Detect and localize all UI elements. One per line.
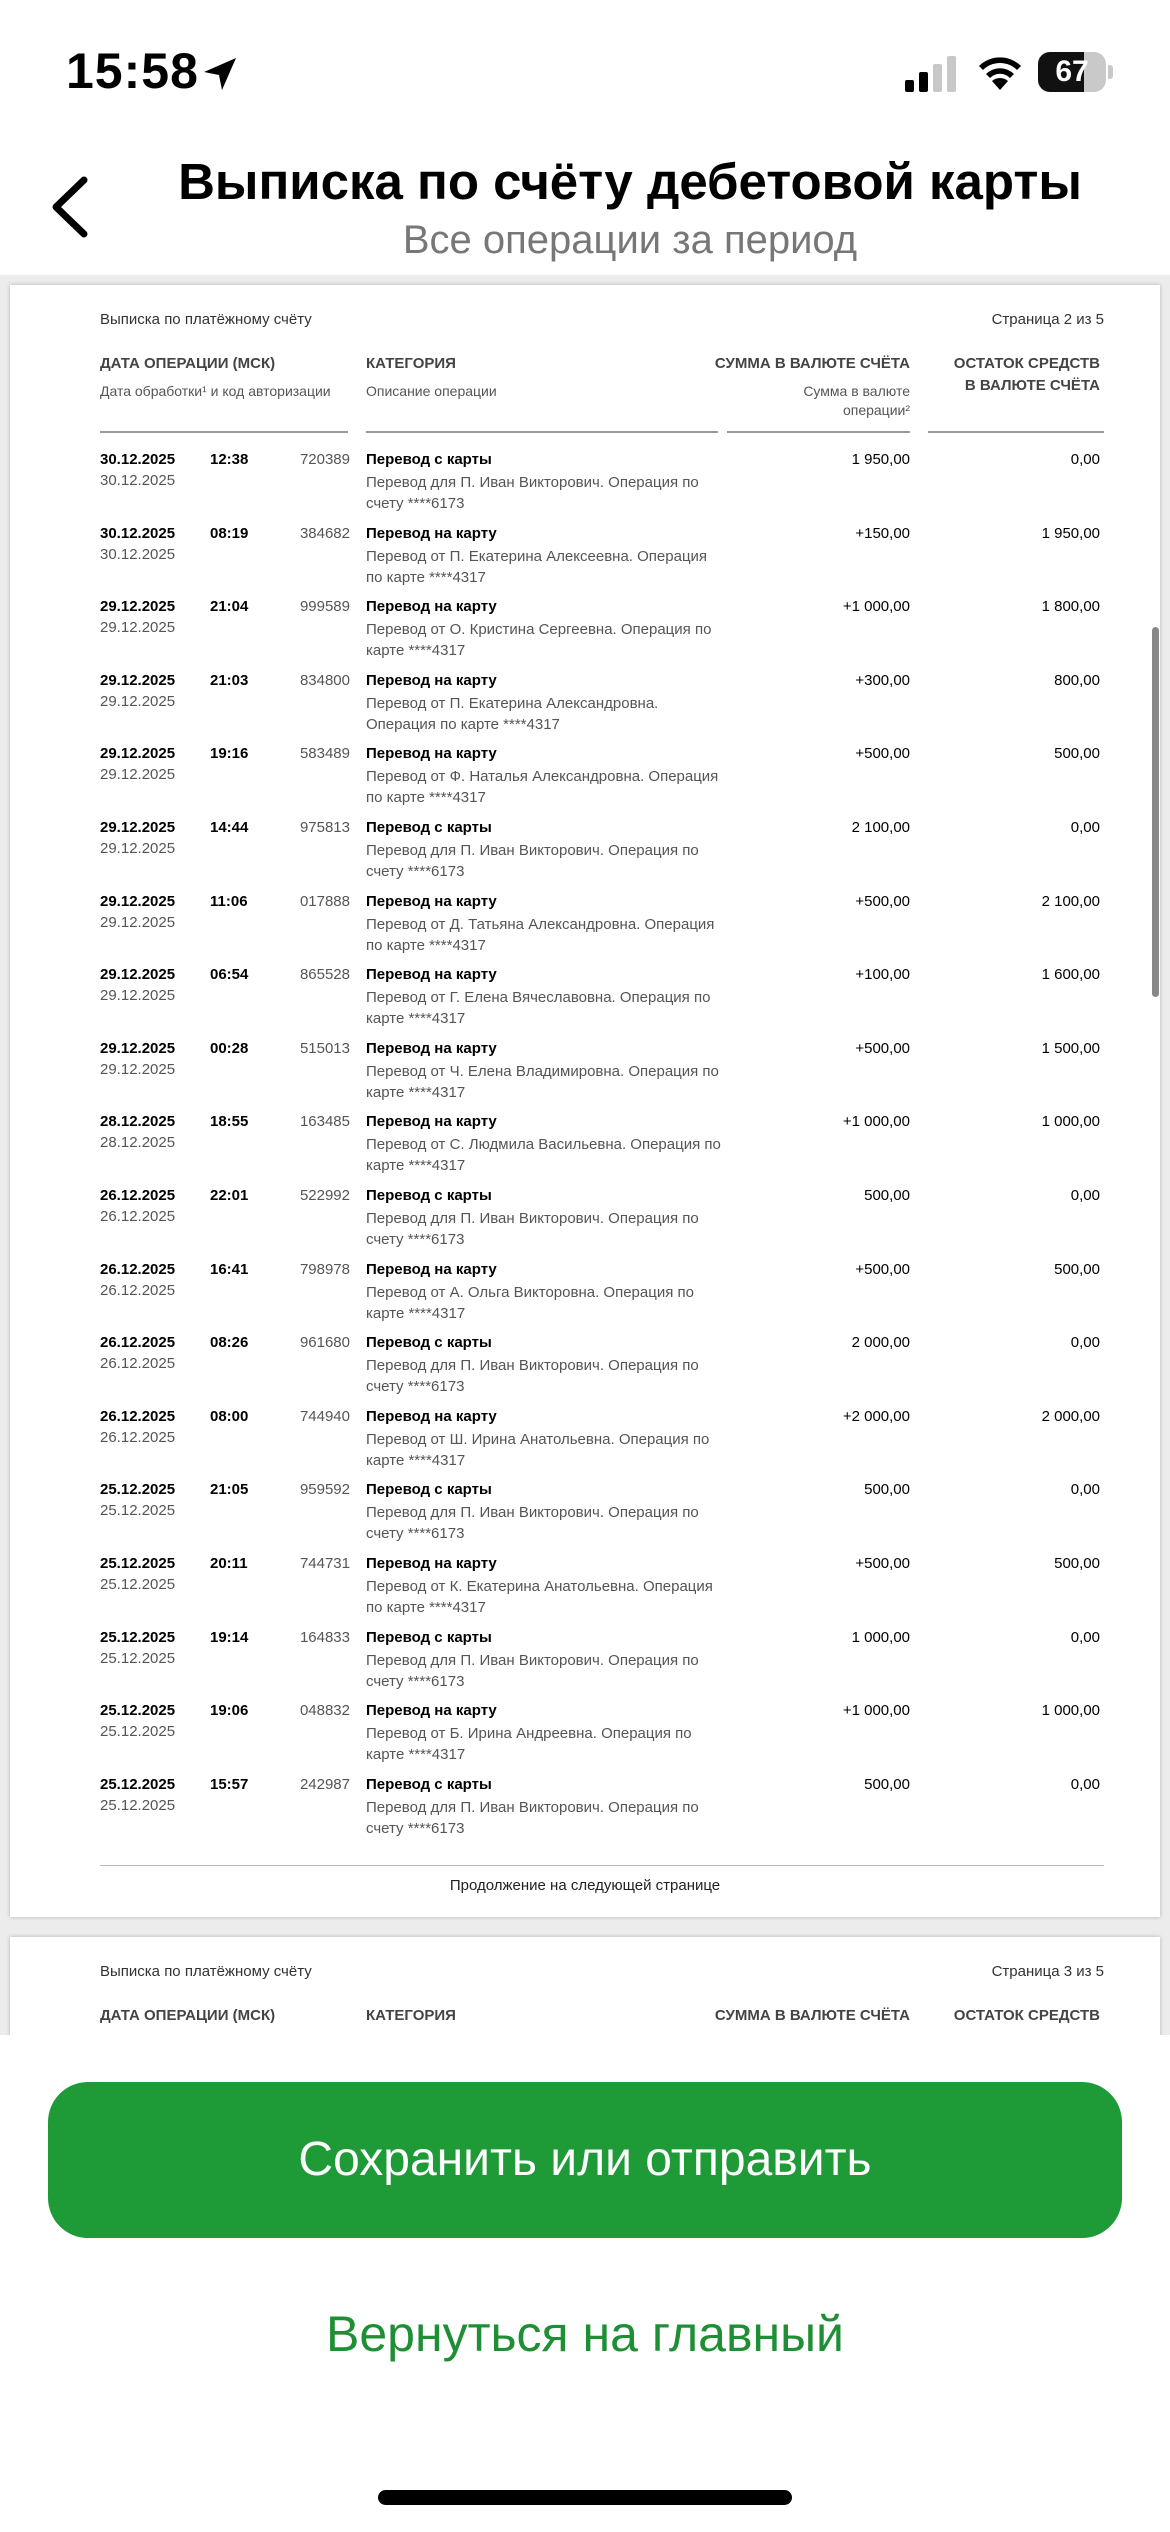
row-category: Перевод на карту: [366, 1407, 497, 1425]
page-indicator: Страница 2 из 5: [991, 311, 1104, 328]
row-balance: 1 500,00: [1041, 1039, 1100, 1057]
row-amount: +300,00: [855, 671, 910, 689]
table-row: [10, 1776, 1160, 1850]
row-auth-code: 242987: [299, 1775, 350, 1793]
save-or-send-button[interactable]: Сохранить или отправить: [48, 2082, 1122, 2238]
row-processing-date: 26.12.2025: [100, 1428, 176, 1446]
row-amount: 500,00: [864, 1187, 910, 1204]
row-category: Перевод на карту: [366, 671, 497, 689]
row-category: Перевод с карты: [366, 451, 492, 468]
column-subheader-date: Дата обработки¹ и код авторизации: [100, 383, 331, 399]
row-date: 29.12.2025: [100, 892, 176, 910]
row-processing-date: 25.12.2025: [100, 1649, 176, 1667]
row-processing-date: 25.12.2025: [100, 1502, 176, 1520]
column-header-amount: СУММА В ВАЛЮТЕ СЧЁТА: [714, 355, 910, 372]
home-indicator: [378, 2490, 792, 2505]
row-description: Перевод от Ф. Наталья Александровна. Операция по карте ****4317: [366, 768, 719, 807]
row-auth-code: 999589: [299, 598, 350, 616]
row-date: 29.12.2025: [100, 745, 176, 763]
row-processing-date: 29.12.2025: [100, 913, 176, 931]
next-column-header-balance: ОСТАТОК СРЕДСТВ: [953, 2007, 1100, 2024]
column-header-date: ДАТА ОПЕРАЦИИ (МСК): [100, 355, 276, 372]
row-processing-date: 26.12.2025: [100, 1208, 176, 1225]
table-row: [10, 451, 1160, 525]
row-description: Перевод от П. Екатерина Алексеевна. Операция по карте ****4317: [366, 547, 708, 586]
row-category: Перевод на карту: [366, 1260, 497, 1278]
row-balance: 1 000,00: [1041, 1702, 1100, 1720]
status-bar: [0, 0, 1170, 150]
row-auth-code: 583489: [299, 745, 350, 763]
row-amount: +1 000,00: [842, 1702, 910, 1720]
row-processing-date: 25.12.2025: [100, 1723, 176, 1741]
page-subtitle: Все операции за период: [402, 218, 858, 262]
column-header-balance-2: В ВАЛЮТЕ СЧЁТА: [964, 377, 1100, 394]
row-category: Перевод на карту: [366, 1702, 497, 1720]
row-balance: 500,00: [1054, 745, 1100, 763]
row-amount: 1 950,00: [851, 451, 910, 468]
row-amount: +500,00: [855, 1260, 910, 1278]
column-subheader-category: Описание операции: [366, 383, 497, 399]
table-row: [10, 598, 1160, 672]
row-auth-code: 959592: [299, 1481, 350, 1499]
row-balance: 0,00: [1070, 1187, 1100, 1204]
bottom-actions: [0, 2035, 1170, 2532]
row-description: Перевод от С. Людмила Васильевна. Операция по карте ****4317: [366, 1136, 721, 1175]
row-auth-code: 048832: [299, 1702, 350, 1720]
row-date: 30.12.2025: [100, 524, 176, 542]
row-balance: 0,00: [1070, 819, 1100, 836]
row-processing-date: 26.12.2025: [100, 1281, 176, 1299]
row-description: Перевод для П. Иван Викторович. Операция по счету ****6173: [366, 1651, 699, 1690]
row-date: 29.12.2025: [100, 1039, 176, 1057]
row-amount: +2 000,00: [842, 1407, 910, 1425]
row-category: Перевод на карту: [366, 1555, 497, 1572]
row-time: 21:05: [210, 1481, 249, 1499]
table-row: [10, 745, 1160, 819]
statement-next-page: [10, 1937, 1160, 2035]
row-time: 00:28: [210, 1039, 249, 1057]
table-row: [10, 1334, 1160, 1408]
table-row: [10, 1040, 1160, 1114]
row-date: 26.12.2025: [100, 1334, 176, 1352]
row-balance: 0,00: [1070, 1775, 1100, 1793]
row-category: Перевод на карту: [366, 1039, 497, 1057]
row-date: 25.12.2025: [100, 1555, 176, 1572]
continuation-note: Продолжение на следующей странице: [449, 1877, 721, 1894]
row-description: Перевод от О. Кристина Сергеевна. Операция по карте ****4317: [366, 621, 712, 660]
row-category: Перевод с карты: [366, 1775, 492, 1793]
row-processing-date: 29.12.2025: [100, 692, 176, 710]
row-amount: +500,00: [855, 1555, 910, 1572]
row-category: Перевод на карту: [366, 1113, 497, 1131]
row-description: Перевод от Г. Елена Вячеславовна. Операция по карте ****4317: [366, 989, 711, 1028]
scrollbar[interactable]: [1152, 627, 1159, 997]
status-time: 15:58: [66, 43, 199, 99]
row-time: 18:55: [210, 1113, 249, 1131]
row-processing-date: 26.12.2025: [100, 1355, 176, 1373]
row-balance: 500,00: [1054, 1260, 1100, 1278]
statement-page: [10, 285, 1160, 1917]
row-auth-code: 834800: [299, 671, 350, 689]
row-category: Перевод на карту: [366, 524, 497, 542]
wifi-icon: [975, 52, 1025, 92]
next-column-header-date: ДАТА ОПЕРАЦИИ (МСК): [100, 2007, 276, 2024]
row-amount: 1 000,00: [851, 1628, 910, 1646]
row-description: Перевод от Ш. Ирина Анатольевна. Операция по карте ****4317: [366, 1430, 710, 1469]
row-amount: +500,00: [855, 745, 910, 763]
row-amount: 500,00: [864, 1481, 910, 1499]
row-processing-date: 25.12.2025: [100, 1796, 176, 1814]
row-category: Перевод с карты: [366, 819, 492, 836]
row-amount: 500,00: [864, 1775, 910, 1793]
row-balance: 2 100,00: [1041, 892, 1100, 910]
row-auth-code: 515013: [299, 1039, 350, 1057]
table-row: [10, 525, 1160, 599]
row-time: 15:57: [210, 1775, 249, 1793]
row-processing-date: 30.12.2025: [100, 545, 176, 563]
row-date: 25.12.2025: [100, 1775, 176, 1793]
row-date: 25.12.2025: [100, 1628, 176, 1646]
row-processing-date: 28.12.2025: [100, 1134, 176, 1152]
table-row: [10, 1555, 1160, 1629]
row-time: 20:11: [210, 1555, 248, 1572]
document-viewer[interactable]: [0, 275, 1170, 2035]
row-description: Перевод от Д. Татьяна Александровна. Операция по карте ****4317: [366, 915, 715, 954]
row-amount: +1 000,00: [842, 598, 910, 616]
row-category: Перевод на карту: [366, 745, 497, 763]
row-auth-code: 522992: [299, 1187, 350, 1204]
row-time: 19:06: [210, 1702, 249, 1720]
row-category: Перевод с карты: [366, 1628, 492, 1646]
battery-level: 67: [1055, 55, 1089, 88]
row-amount: 2 100,00: [851, 819, 910, 836]
row-time: 22:01: [210, 1187, 249, 1204]
row-balance: 1 000,00: [1041, 1113, 1100, 1131]
next-page-indicator: Страница 3 из 5: [991, 1963, 1104, 1980]
row-processing-date: 25.12.2025: [100, 1576, 176, 1593]
row-processing-date: 29.12.2025: [100, 1060, 176, 1078]
row-description: Перевод для П. Иван Викторович. Операция по счету ****6173: [366, 1798, 699, 1837]
row-description: Перевод для П. Иван Викторович. Операция по счету ****6173: [366, 1210, 699, 1248]
row-amount: +150,00: [855, 524, 910, 542]
table-row: [10, 1408, 1160, 1482]
back-button[interactable]: [40, 160, 110, 250]
row-category: Перевод с карты: [366, 1334, 492, 1352]
row-auth-code: 017888: [299, 892, 350, 910]
row-category: Перевод с карты: [366, 1187, 492, 1204]
row-processing-date: 29.12.2025: [100, 766, 176, 784]
row-balance: 0,00: [1070, 1628, 1100, 1646]
row-balance: 1 950,00: [1041, 524, 1100, 542]
row-description: Перевод для П. Иван Викторович. Операция по счету ****6173: [366, 1357, 699, 1396]
row-processing-date: 29.12.2025: [100, 987, 176, 1005]
row-description: Перевод от А. Ольга Викторовна. Операция по карте ****4317: [366, 1283, 694, 1322]
next-column-header-category: КАТЕГОРИЯ: [366, 2007, 456, 2024]
column-header-category: КАТЕГОРИЯ: [366, 355, 456, 372]
row-date: 30.12.2025: [100, 451, 176, 468]
row-description: Перевод для П. Иван Викторович. Операция по счету ****6173: [366, 474, 699, 512]
row-auth-code: 865528: [299, 966, 350, 984]
row-date: 26.12.2025: [100, 1260, 176, 1278]
table-row: [10, 966, 1160, 1040]
next-doc-title: Выписка по платёжному счёту: [100, 1963, 312, 1980]
doc-title: Выписка по платёжному счёту: [100, 311, 312, 328]
table-row: [10, 1261, 1160, 1335]
row-amount: +100,00: [855, 966, 910, 984]
row-balance: 2 000,00: [1041, 1407, 1100, 1425]
row-date: 29.12.2025: [100, 598, 176, 616]
signal-icon: [905, 56, 959, 92]
row-description: Перевод от К. Екатерина Анатольевна. Операция по карте ****4317: [366, 1578, 713, 1616]
row-description: Перевод для П. Иван Викторович. Операция по счету ****6173: [366, 1504, 699, 1543]
row-balance: 0,00: [1070, 1334, 1100, 1352]
row-auth-code: 164833: [299, 1628, 350, 1646]
row-category: Перевод на карту: [366, 892, 497, 910]
row-time: 21:04: [210, 598, 249, 616]
row-auth-code: 744940: [299, 1407, 350, 1425]
table-row: [10, 819, 1160, 893]
row-description: Перевод от Ч. Елена Владимировна. Операция по карте ****4317: [366, 1062, 719, 1101]
back-to-home-button[interactable]: Вернуться на главный: [326, 2306, 844, 2362]
row-auth-code: 961680: [299, 1334, 350, 1352]
row-processing-date: 30.12.2025: [100, 472, 176, 489]
table-row: [10, 672, 1160, 746]
row-balance: 0,00: [1070, 1481, 1100, 1499]
row-amount: +500,00: [855, 892, 910, 910]
row-balance: 800,00: [1054, 671, 1100, 689]
row-date: 29.12.2025: [100, 819, 176, 836]
row-time: 21:03: [210, 671, 249, 689]
row-auth-code: 720389: [299, 451, 350, 468]
row-auth-code: 798978: [299, 1260, 350, 1278]
column-subheader-amount-2: операции²: [842, 402, 910, 418]
table-row: [10, 1481, 1160, 1555]
row-date: 25.12.2025: [100, 1702, 176, 1720]
row-time: 19:16: [210, 745, 249, 763]
row-processing-date: 29.12.2025: [100, 619, 176, 637]
row-balance: 0,00: [1070, 451, 1100, 468]
row-date: 26.12.2025: [100, 1187, 176, 1204]
row-time: 06:54: [210, 966, 249, 984]
row-time: 08:26: [210, 1334, 249, 1352]
row-processing-date: 29.12.2025: [100, 840, 176, 857]
row-date: 29.12.2025: [100, 671, 176, 689]
table-row: [10, 1702, 1160, 1776]
location-arrow-icon: [200, 54, 240, 94]
row-time: 08:00: [210, 1407, 249, 1425]
row-time: 14:44: [210, 819, 249, 836]
row-date: 28.12.2025: [100, 1113, 176, 1131]
next-column-header-amount: СУММА В ВАЛЮТЕ СЧЁТА: [714, 2007, 910, 2024]
row-category: Перевод с карты: [366, 1481, 492, 1499]
row-auth-code: 744731: [299, 1555, 350, 1572]
table-row: [10, 1187, 1160, 1261]
row-amount: +1 000,00: [842, 1113, 910, 1131]
row-date: 26.12.2025: [100, 1407, 176, 1425]
table-row: [10, 1629, 1160, 1703]
row-time: 08:19: [210, 524, 249, 542]
row-category: Перевод на карту: [366, 598, 497, 616]
row-date: 25.12.2025: [100, 1481, 176, 1499]
row-date: 29.12.2025: [100, 966, 176, 984]
row-time: 19:14: [210, 1628, 249, 1646]
row-balance: 500,00: [1054, 1555, 1100, 1572]
row-auth-code: 384682: [299, 524, 350, 542]
row-time: 16:41: [210, 1260, 249, 1278]
row-amount: +500,00: [855, 1039, 910, 1057]
row-time: 12:38: [210, 451, 249, 468]
row-amount: 2 000,00: [851, 1334, 910, 1352]
row-category: Перевод на карту: [366, 966, 497, 984]
row-description: Перевод для П. Иван Викторович. Операция по счету ****6173: [366, 842, 699, 880]
row-description: Перевод от Б. Ирина Андреевна. Операция по карте ****4317: [366, 1725, 692, 1764]
back-chevron-icon: [40, 160, 110, 250]
row-description: Перевод от П. Екатерина Александровна. Операция по карте ****4317: [366, 694, 659, 733]
page-title: Выписка по счёту дебетовой карты: [178, 153, 1082, 210]
table-row: [10, 1113, 1160, 1187]
row-auth-code: 163485: [299, 1113, 350, 1131]
row-balance: 1 800,00: [1041, 598, 1100, 616]
column-subheader-amount-1: Сумма в валюте: [803, 383, 910, 399]
column-header-balance-1: ОСТАТОК СРЕДСТВ: [953, 355, 1100, 372]
battery-icon: [1038, 52, 1112, 92]
row-balance: 1 600,00: [1041, 966, 1100, 984]
row-time: 11:06: [210, 892, 248, 910]
table-row: [10, 893, 1160, 967]
row-auth-code: 975813: [299, 819, 350, 836]
